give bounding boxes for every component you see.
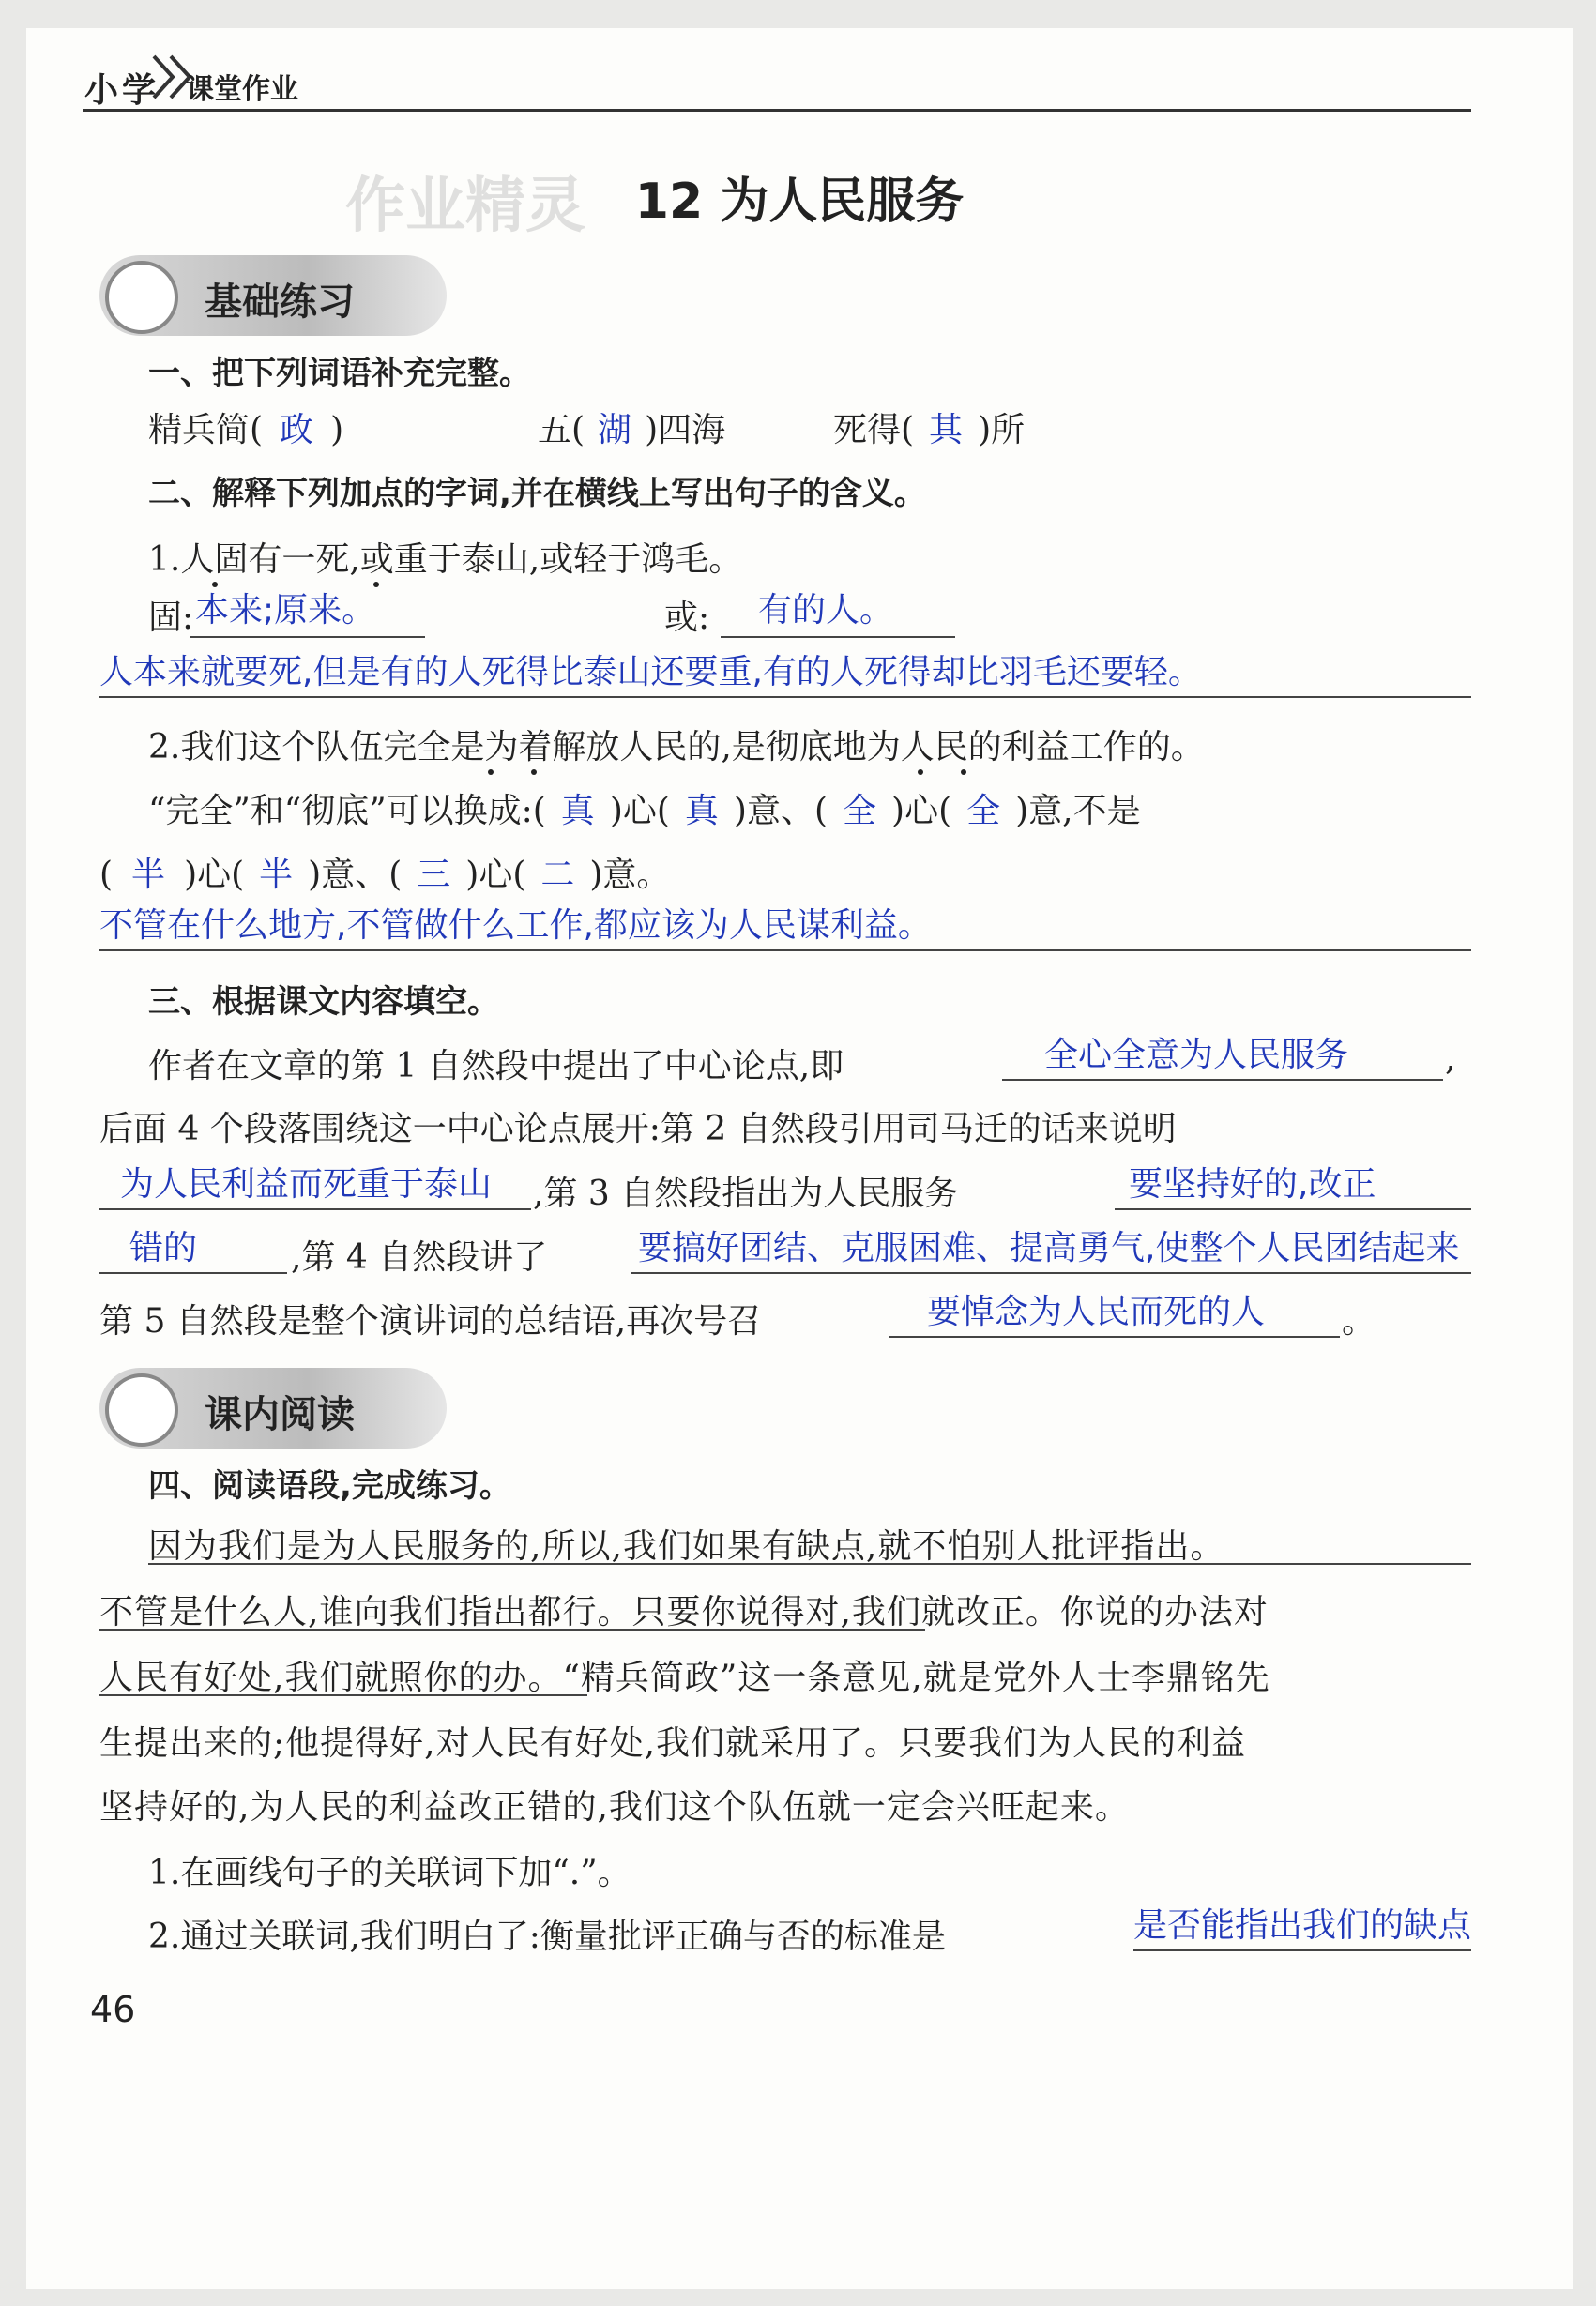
section-title-reading: 课内阅读 — [205, 1393, 355, 1436]
q3-para-1: 作者在文章的第 1 自然段中提出了中心论点,即 — [148, 1047, 844, 1085]
emphasis-dot — [531, 769, 537, 775]
emphasis-dot — [918, 769, 923, 775]
q4-sub-2-answer: 是否能指出我们的缺点 — [1133, 1906, 1472, 1945]
q2-sentence-1: 1.人固有一死,或重于泰山,或轻于鸿毛。 — [148, 540, 743, 579]
q4-line-3: 人民有好处,我们就照你的办。“精兵简政”这一条意见,就是党外人士李鼎铭先 — [99, 1659, 1270, 1697]
huo-answer: 有的人。 — [758, 591, 894, 630]
q1-item-1: 精兵简( 政 ) — [148, 411, 344, 449]
q2-s2-meaning-line — [99, 949, 1471, 951]
q4-sub-2-answer-line — [1133, 1949, 1471, 1951]
q4-line-1: 因为我们是为人民服务的,所以,我们如果有缺点,就不怕别人批评指出。 — [148, 1527, 1225, 1566]
emphasis-dot — [488, 769, 494, 775]
watermark: 作业精灵 — [345, 172, 585, 241]
q2-synonym-line-2: ( 半 )心( 半 )意、( 三 )心( 二 )意。 — [99, 856, 671, 894]
gu-answer-line — [190, 636, 425, 638]
page-title: 12 为人民服务 — [634, 174, 965, 230]
q4-underline-1 — [148, 1563, 1471, 1565]
q3-comma: , — [1445, 1039, 1456, 1078]
q3-answer-5: 要悼念为人民而死的人 — [927, 1293, 1266, 1331]
q3-answer-1: 全心全意为人民服务 — [1044, 1036, 1349, 1074]
q3-answer-4: 要搞好团结、克服困难、提高勇气,使整个人民团结起来 — [638, 1229, 1460, 1267]
q2-s1-meaning-line — [99, 696, 1471, 698]
q3-para-3: ,第 3 自然段指出为人民服务 — [533, 1175, 959, 1213]
q4-sub-1: 1.在画线句子的关联词下加“.”。 — [148, 1854, 631, 1892]
q1-item-3: 死得( 其 )所 — [833, 411, 1026, 449]
huo-label: 或: — [664, 599, 710, 637]
header-rule — [83, 109, 1471, 112]
q3-answer-4-line — [631, 1272, 1471, 1274]
huo-answer-line — [721, 636, 955, 638]
emphasis-dot — [961, 769, 966, 775]
q3-answer-2: 为人民利益而死重于泰山 — [120, 1165, 493, 1204]
q2-heading: 二、解释下列加点的字词,并在横线上写出句子的含义。 — [148, 475, 926, 512]
q1-heading: 一、把下列词语补充完整。 — [148, 355, 531, 392]
q3-para-4: ,第 4 自然段讲了 — [291, 1238, 548, 1277]
q3-heading: 三、根据课文内容填空。 — [148, 983, 499, 1021]
q2-s2-meaning: 不管在什么地方,不管做什么工作,都应该为人民谋利益。 — [99, 906, 932, 945]
header-subject: 课堂作业 — [186, 73, 298, 106]
q3-para-5: 第 5 自然段是整个演讲词的总结语,再次号召 — [99, 1302, 762, 1341]
q4-line-5: 坚持好的,为人民的利益改正错的,我们这个队伍就一定会兴旺起来。 — [99, 1788, 1130, 1827]
q4-underline-2 — [99, 1629, 925, 1631]
q3-answer-1-line — [1002, 1079, 1443, 1081]
q3-answer-3a: 要坚持好的,改正 — [1129, 1165, 1376, 1204]
q3-answer-5-line — [889, 1336, 1340, 1338]
cat-icon — [105, 1373, 178, 1447]
q4-line-4: 生提出来的;他提得好,对人民有好处,我们就采用了。只要我们为人民的利益 — [99, 1724, 1247, 1763]
gu-label: 固: — [148, 599, 194, 637]
workbook-page — [26, 28, 1573, 2289]
q3-end: 。 — [1342, 1302, 1376, 1341]
q4-heading: 四、阅读语段,完成练习。 — [148, 1467, 511, 1505]
cat-icon — [105, 261, 178, 334]
q4-underline-3 — [99, 1694, 587, 1696]
header-level: 小学 — [84, 71, 160, 110]
q3-answer-2-line — [99, 1208, 531, 1210]
section-title-basic: 基础练习 — [205, 281, 355, 324]
q4-sub-2: 2.通过关联词,我们明白了:衡量批评正确与否的标准是 — [148, 1918, 946, 1956]
q3-para-2: 后面 4 个段落围绕这一中心论点展开:第 2 自然段引用司马迁的话来说明 — [99, 1110, 1177, 1148]
q2-synonym-line-1: “完全”和“彻底”可以换成:( 真 )心( 真 )意、( 全 )心( 全 )意,不是 — [148, 792, 1141, 830]
q1-item-2: 五( 湖 )四海 — [538, 411, 726, 449]
q3-answer-3a-line — [1115, 1208, 1471, 1210]
q3-answer-3b: 错的 — [129, 1229, 198, 1267]
gu-answer: 本来;原来。 — [195, 591, 376, 630]
q3-answer-3b-line — [99, 1272, 287, 1274]
q4-line-2: 不管是什么人,谁向我们指出都行。只要你说得对,我们就改正。你说的办法对 — [99, 1593, 1269, 1631]
q2-s1-meaning: 人本来就要死,但是有的人死得比泰山还要重,有的人死得却比羽毛还要轻。 — [99, 653, 1202, 691]
page-number: 46 — [90, 1989, 136, 2030]
q2-sentence-2: 2.我们这个队伍完全是为着解放人民的,是彻底地为人民的利益工作的。 — [148, 728, 1205, 766]
